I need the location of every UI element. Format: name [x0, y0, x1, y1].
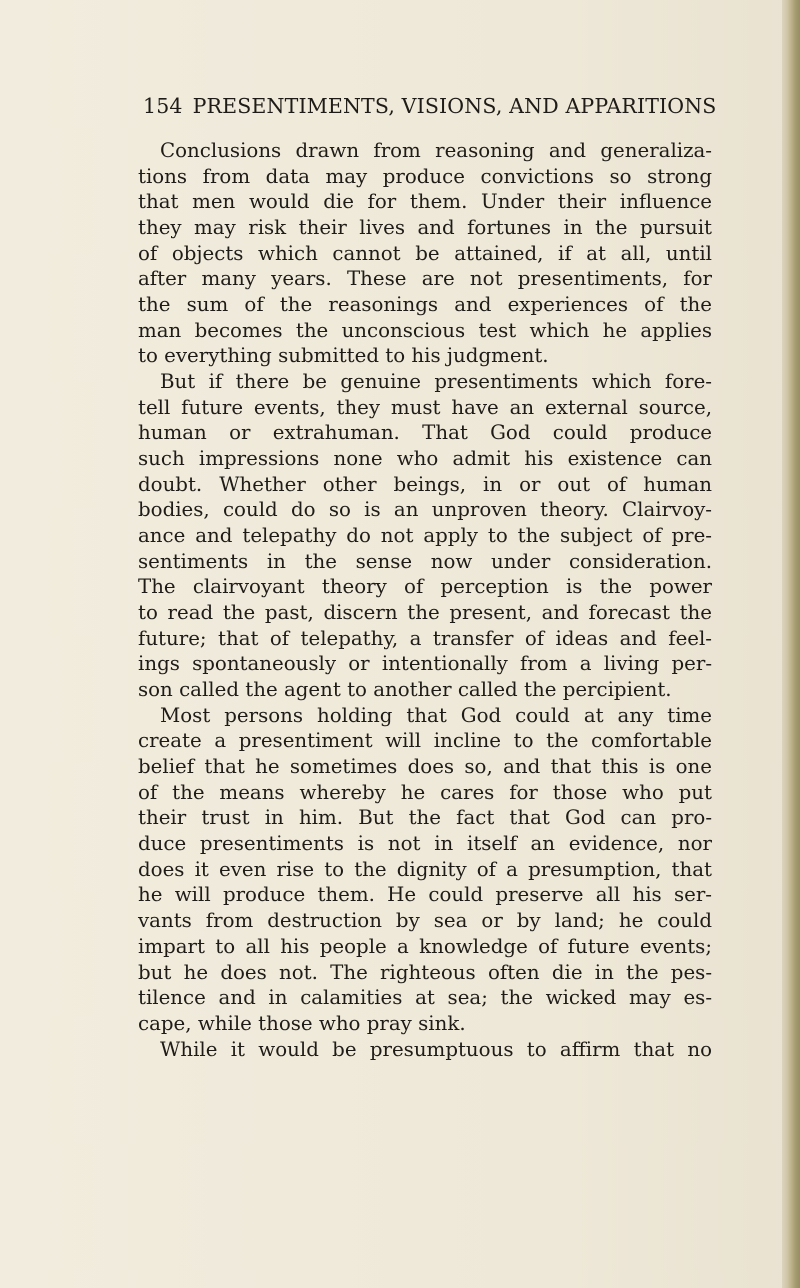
text-line: the sum of the reasonings and experiences of the: [138, 293, 712, 317]
text-line: human or extrahuman. That God could produce: [138, 421, 712, 445]
text-line: after many years. These are not presentiments, for: [138, 267, 712, 291]
text-line: future; that of telepathy, a transfer of ideas and feel-: [138, 626, 712, 650]
text-line: such impressions none who admit his existence can: [138, 447, 712, 471]
page-edge: [782, 0, 800, 1288]
text-line: ance and telepathy do not apply to the subject of pre-: [138, 524, 712, 548]
text-line: Conclusions drawn from reasoning and generaliza-: [160, 139, 712, 162]
running-head: [143, 92, 717, 120]
text-line: they may risk their lives and fortunes in the pursuit: [138, 216, 712, 240]
text-line: The clairvoyant theory of perception is the power: [138, 575, 712, 599]
text-line: impart to all his people a knowledge of future events;: [138, 934, 712, 958]
text-line: But if there be genuine presentiments which fore-: [160, 370, 712, 394]
text-line: son called the agent to another called the percipient.: [138, 678, 672, 702]
text-line: to read the past, discern the present, and forecast the: [138, 601, 712, 625]
running-title: PRESENTIMENTS, VISIONS, AND APPARITIONS: [192, 94, 717, 118]
text-line: vants from destruction by sea or by land; he could: [138, 909, 712, 933]
text-line: their trust in him. But the fact that God can pro-: [138, 806, 712, 830]
text-line: tilence and in calamities at sea; the wicked may es-: [138, 986, 712, 1010]
text-line: does it even rise to the dignity of a presumption, that: [138, 857, 712, 881]
text-line: Most persons holding that God could at any time: [160, 703, 712, 727]
text-line: man becomes the unconscious test which he applies: [138, 318, 712, 342]
text-line: but he does not. The righteous often die in the pes-: [138, 960, 712, 984]
text-line: tell future events, they must have an external source,: [138, 395, 712, 419]
text-line: belief that he sometimes does so, and that this is one: [138, 755, 712, 779]
text-line: to everything submitted to his judgment.: [138, 344, 549, 368]
text-line: ings spontaneously or intentionally from a living per-: [138, 652, 712, 676]
text-line: doubt. Whether other beings, in or out of human: [138, 472, 712, 496]
body-text: [138, 138, 712, 1062]
text-line: cape, while those who pray sink.: [138, 1011, 466, 1035]
text-line: While it would be presumptuous to affirm that no: [160, 1037, 712, 1061]
text-line: bodies, could do so is an unproven theory. Clairvoy-: [138, 498, 712, 522]
page-number: 154: [143, 94, 183, 118]
text-line: he will produce them. He could preserve all his ser-: [138, 883, 712, 907]
text-line: create a presentiment will incline to the comfortable: [138, 729, 712, 753]
text-line: of the means whereby he cares for those who put: [138, 780, 712, 804]
text-line: sentiments in the sense now under consideration.: [138, 549, 712, 573]
text-line: that men would die for them. Under their influence: [138, 190, 712, 214]
text-line: tions from data may produce convictions so strong: [138, 164, 712, 188]
text-line: of objects which cannot be attained, if at all, until: [138, 241, 712, 265]
text-line: duce presentiments is not in itself an evidence, nor: [138, 832, 712, 856]
